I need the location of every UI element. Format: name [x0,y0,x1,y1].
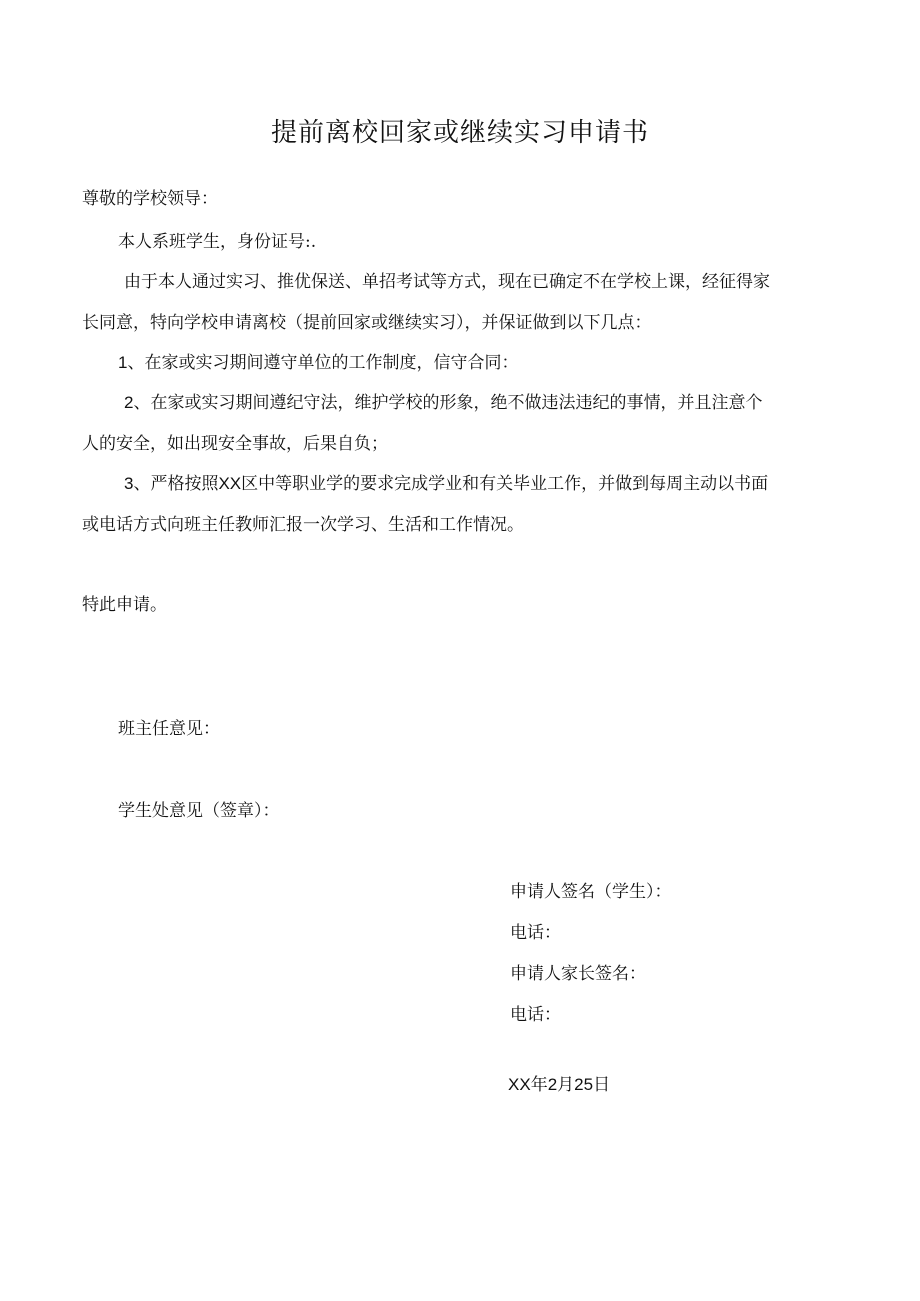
item-3-line-2: 或电话方式向班主任教师汇报一次学习、生活和工作情况。 [82,515,524,535]
item-1-number: 1 [118,353,128,372]
item-1 [118,351,518,375]
parent-signature-label: 申请人家长签名： [510,964,646,984]
item-2-number: 2 [124,393,134,412]
document-title: 提前离校回家或继续实习申请书 [270,118,649,148]
phone-label-1: 电话： [510,923,561,943]
applicant-signature-label: 申请人签名（学生）： [510,882,672,902]
date-day: 25 [574,1075,594,1094]
closing: 特此申请。 [82,595,167,615]
document-date [508,1073,610,1097]
item-2-line-2: 人的安全，如出现安全事故，后果自负； [82,434,388,454]
body-line-2: 长同意，特向学校申请离校（提前回家或继续实习），并保证做到以下几点： [82,313,652,333]
item-3-pre: 、严格按照 [133,474,219,494]
item-3-xx: XX [218,474,242,493]
item-3-line-1 [124,472,768,496]
phone-label-2: 电话： [510,1005,561,1025]
body-line-1: 由于本人通过实习、推优保送、单招考试等方式，现在已确定不在学校上课，经征得家 [124,272,770,292]
date-month: 2 [547,1075,558,1094]
item-2-line-1 [124,391,762,415]
item-2-text: 、在家或实习期间遵纪守法，维护学校的形象，绝不做违法违纪的事情，并且注意个 [133,393,763,413]
date-day-char: 日 [593,1075,611,1095]
date-month-char: 月 [557,1075,575,1095]
item-3-text: 区中等职业学的要求完成学业和有关毕业工作，并做到每周主动以书面 [241,474,769,494]
item-1-text: 、在家或实习期间遵守单位的工作制度，信守合同： [127,353,519,373]
item-3-number: 3 [124,474,134,493]
date-year-char: 年 [530,1075,548,1095]
office-opinion-label: 学生处意见（签章）： [118,801,280,821]
teacher-opinion-label: 班主任意见： [118,719,220,739]
date-year: XX [508,1075,531,1094]
intro-line: 本人系班学生，身份证号:. [118,232,317,252]
salutation: 尊敬的学校领导： [82,189,218,209]
